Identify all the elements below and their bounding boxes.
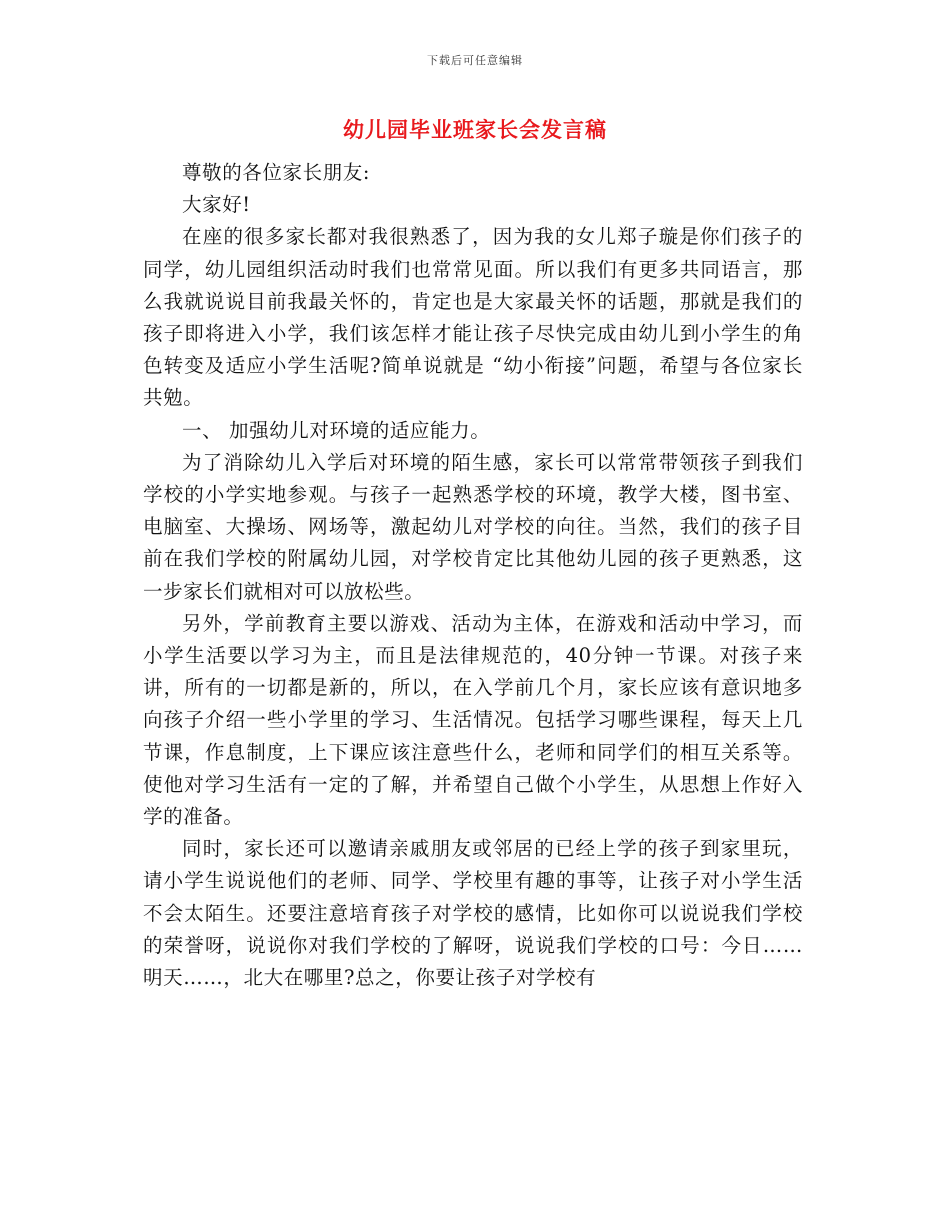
paragraph-learning: 另外，学前教育主要以游戏、活动为主体，在游戏和活动中学习，而小学生活要以学习为主，而且是法律规范的，40分钟一节课。对孩子来讲，所有的一切都是新的，所以，在入学前几个月，家长应该有意识地多向孩子介绍一些小学里的学习、生活情况。包括学习哪些课程，每天上几节课，作息制度，上下课应该注意些什么，老师和同学们的相互关系等。使他对学习生活有一定的了解，并希望自己做个小学生，从思想上作好入学的准备。	[143, 611, 803, 829]
salutation: 尊敬的各位家长朋友:	[182, 161, 371, 184]
greeting: 大家好!	[182, 193, 251, 217]
document-body	[143, 157, 803, 994]
header-note: 下载后可任意编辑	[427, 54, 523, 67]
paragraph-intro: 在座的很多家长都对我很熟悉了，因为我的女儿郑子璇是你们孩子的同学，幼儿园组织活动时我们也常常见面。所以我们有更多共同语言，那么我就说说目前我最关怀的，肯定也是大家最关怀的话题，那就是我们的孩子即将进入小学，我们该怎样才能让孩子尽快完成由幼儿到小学生的角色转变及适应小学生活呢?简单说就是 “幼小衔接”问题，希望与各位家长共勉。	[143, 225, 803, 410]
document-title: 幼儿园毕业班家长会发言稿	[343, 117, 607, 142]
paragraph-visitors: 同时，家长还可以邀请亲戚朋友或邻居的已经上学的孩子到家里玩，请小学生说说他们的老师、同学、学校里有趣的事等，让孩子对小学生活不会太陌生。还要注意培育孩子对学校的感情，比如你可以说说我们学校的荣誉呀，说说你对我们学校的了解呀，说说我们学校的口号：今日……明天……，北大在哪里?总之，你要让孩子对学校有	[143, 837, 803, 990]
paragraph-environment: 为了消除幼儿入学后对环境的陌生感，家长可以常常带领孩子到我们学校的小学实地参观。与孩子一起熟悉学校的环境，教学大楼，图书室、电脑室、大操场、网场等，激起幼儿对学校的向往。当然，我们的孩子目前在我们学校的附属幼儿园，对学校肯定比其他幼儿园的孩子更熟悉，这一步家长们就相对可以放松些。	[143, 450, 803, 603]
section-heading-1: 一、 加强幼儿对环境的适应能力。	[182, 418, 491, 442]
